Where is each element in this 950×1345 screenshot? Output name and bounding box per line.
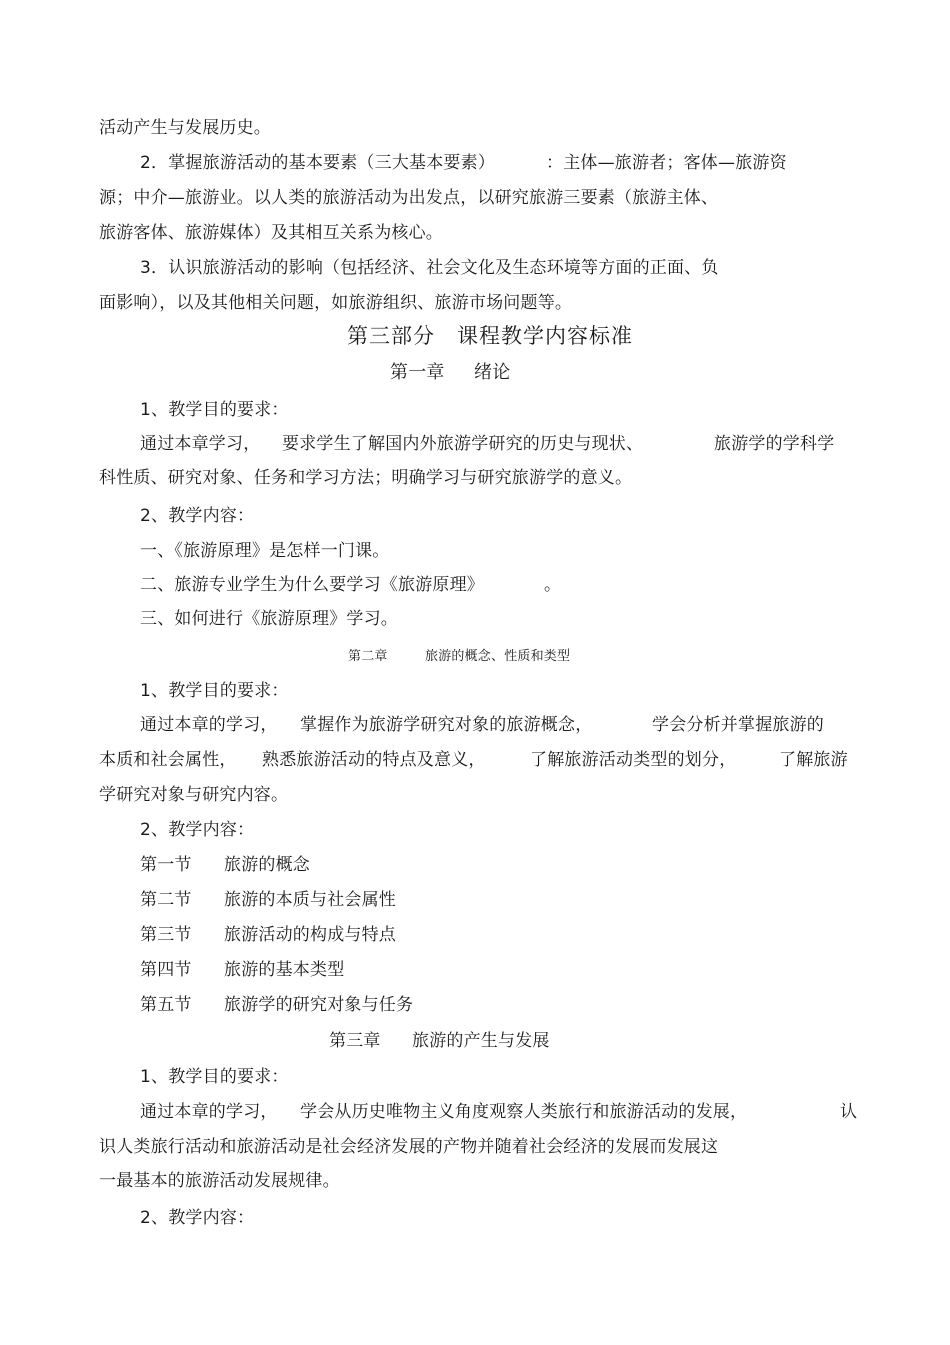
goal-2-text-cont: ：主体—旅游者；客体—旅游资 — [546, 153, 787, 173]
ch2-section-2-title: 旅游的本质与社会属性 — [224, 890, 396, 910]
ch2-section-2-number: 第二节 — [140, 890, 192, 910]
ch2-content-label: 2、教学内容： — [140, 820, 255, 840]
chapter-1-number: 第一章 — [390, 362, 445, 383]
ch1-req-text-b: 要求学生了解国内外旅游学研究的历史与现状、 — [282, 434, 644, 454]
ch1-req-line-2: 科性质、研究对象、任务和学习方法；明确学习与研究旅游学的意义。 — [99, 468, 633, 488]
ch3-content-label: 2、教学内容： — [140, 1208, 255, 1228]
ch2-section-5-title: 旅游学的研究对象与任务 — [224, 995, 414, 1015]
ch2-section-4-title: 旅游的基本类型 — [224, 960, 345, 980]
goal-3-line-1: 3．认识旅游活动的影响（包括经济、社会文化及生态环境等方面的正面、负 — [140, 258, 719, 278]
ch2-section-1-title: 旅游的概念 — [224, 855, 310, 875]
goal-2-line-2: 源；中介—旅游业。以人类的旅游活动为出发点，以研究旅游三要素（旅游主体、 — [99, 188, 719, 208]
chapter-3-title: 旅游的产生与发展 — [412, 1031, 550, 1051]
ch3-req-text-c: 认 — [840, 1102, 858, 1122]
ch1-req-label: 1、教学目的要求： — [140, 400, 289, 420]
ch2-req-line-2-d: 了解旅游 — [779, 750, 848, 770]
ch2-section-3-number: 第三节 — [140, 925, 192, 945]
ch2-req-text-a: 通过本章的学习， — [140, 715, 278, 735]
ch2-section-3-title: 旅游活动的构成与特点 — [224, 925, 396, 945]
chapter-3-number: 第三章 — [329, 1031, 381, 1051]
ch1-req-text-c: 旅游学的学科学 — [714, 434, 835, 454]
goal-3-line-2: 面影响），以及其他相关问题，如旅游组织、旅游市场问题等。 — [99, 293, 573, 313]
ch2-section-5-number: 第五节 — [140, 995, 192, 1015]
chapter-1-title: 绪论 — [474, 362, 511, 383]
ch2-req-line-3: 学研究对象与研究内容。 — [99, 785, 289, 805]
ch1-item-3: 三、如何进行《旅游原理》学习。 — [140, 609, 398, 629]
goal-2-text: 2．掌握旅游活动的基本要素（三大基本要素） — [140, 153, 496, 173]
ch2-req-line-2-a: 本质和社会属性， — [99, 750, 237, 770]
ch3-req-line-2: 识人类旅行活动和旅游活动是社会经济发展的产物并随着社会经济的发展而发展这 — [99, 1137, 719, 1157]
ch3-req-text-a: 通过本章的学习， — [140, 1102, 278, 1122]
ch1-item-2-end: 。 — [544, 575, 562, 595]
ch2-section-1-number: 第一节 — [140, 855, 192, 875]
ch3-req-line-3: 一最基本的旅游活动发展规律。 — [99, 1171, 340, 1191]
ch2-req-text-c: 学会分析并掌握旅游的 — [652, 715, 824, 735]
ch2-req-label: 1、教学目的要求： — [140, 681, 289, 701]
part-3-title: 第三部分 课程教学内容标准 — [347, 324, 633, 348]
chapter-2-title: 旅游的概念、性质和类型 — [425, 649, 571, 664]
ch2-req-line-2-b: 熟悉旅游活动的特点及意义， — [262, 750, 486, 770]
ch1-content-label: 2、教学内容： — [140, 506, 255, 526]
intro-line: 活动产生与发展历史。 — [99, 118, 271, 138]
ch1-item-1: 一、《旅游原理》是怎样一门课。 — [140, 541, 390, 561]
ch3-req-text-b: 学会从历史唯物主义角度观察人类旅行和旅游活动的发展， — [300, 1102, 748, 1122]
ch3-req-label: 1、教学目的要求： — [140, 1067, 289, 1087]
ch2-req-line-2-c: 了解旅游活动类型的划分， — [530, 750, 737, 770]
ch2-req-text-b: 掌握作为旅游学研究对象的旅游概念， — [300, 715, 593, 735]
goal-2-line-3: 旅游客体、旅游媒体）及其相互关系为核心。 — [99, 223, 443, 243]
chapter-2-number: 第二章 — [348, 649, 388, 664]
ch1-item-2: 二、旅游专业学生为什么要学习《旅游原理》 — [140, 575, 484, 595]
ch1-req-text-a: 通过本章学习， — [140, 434, 261, 454]
ch2-section-4-number: 第四节 — [140, 960, 192, 980]
